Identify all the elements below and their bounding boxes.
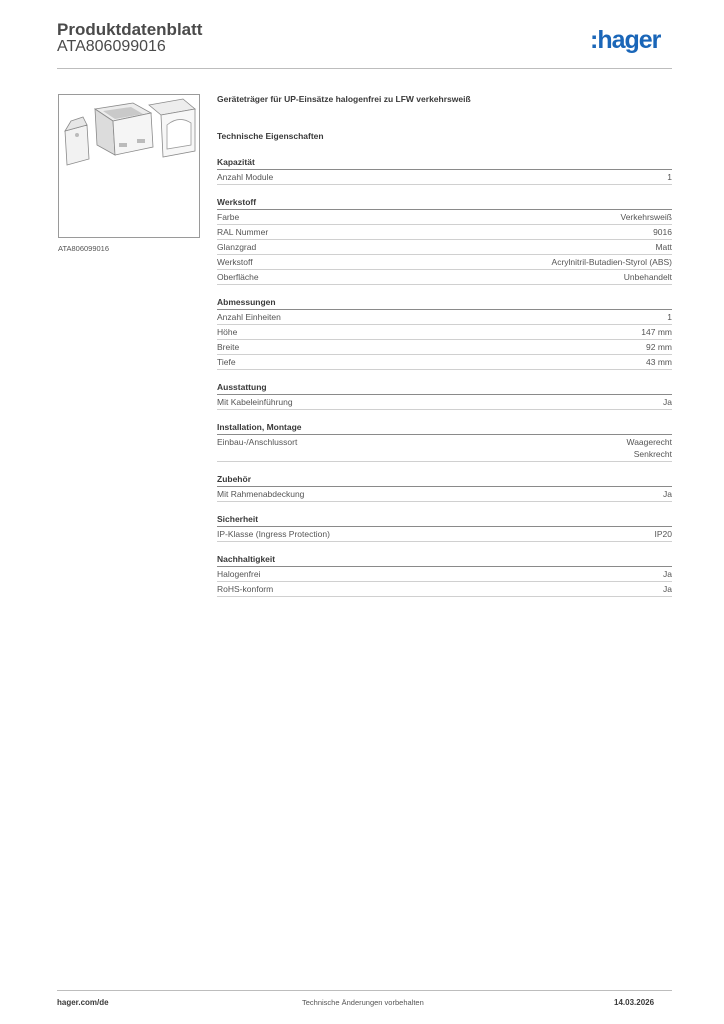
property-label: Tiefe [217,357,236,367]
property-value [663,396,672,408]
property-value-line: 1 [667,312,672,322]
property-row [217,270,672,285]
property-label: Farbe [217,212,240,222]
property-value-line: Ja [663,397,672,407]
property-row [217,170,672,185]
product-title: Geräteträger für UP-Einsätze halogenfrei zu LFW verkehrsweiß [217,94,471,104]
property-row [217,527,672,542]
property-section [217,421,672,462]
property-section [217,156,672,185]
property-label: Mit Kabeleinführung [217,397,293,407]
property-value-line: Verkehrsweiß [620,212,672,222]
page-title: Produktdatenblatt [57,20,203,39]
property-label: Höhe [217,327,238,337]
property-row [217,310,672,325]
property-section [217,296,672,370]
property-section [217,553,672,597]
section-heading: Sicherheit [217,513,672,527]
property-value [655,241,672,253]
property-row [217,395,672,410]
property-value [653,226,672,238]
property-label: Oberfläche [217,272,259,282]
section-heading: Werkstoff [217,196,672,210]
property-value-line: Ja [663,584,672,594]
property-label: Breite [217,342,240,352]
product-drawing [59,95,199,237]
property-value [663,583,672,595]
properties-sections [217,156,672,597]
property-value-line: IP20 [654,529,672,539]
technical-properties-heading: Technische Eigenschaften [217,131,324,141]
property-label: IP-Klasse (Ingress Protection) [217,529,330,539]
property-value-line: Unbehandelt [623,272,672,282]
product-image-caption: ATA806099016 [58,244,110,253]
property-value [646,356,672,368]
section-heading: Abmessungen [217,296,672,310]
property-value-line: 147 mm [641,327,672,337]
hager-logo [590,28,674,54]
property-row [217,255,672,270]
property-value-line: Senkrecht [633,449,672,459]
property-value [663,488,672,500]
property-row [217,487,672,502]
property-row [217,355,672,370]
property-label: RAL Nummer [217,227,269,237]
property-value-line: Acrylnitril-Butadien-Styrol (ABS) [551,257,672,267]
property-row [217,340,672,355]
product-details [217,94,672,608]
footer-note: Technische Änderungen vorbehalten [302,998,424,1007]
property-value-line: Ja [663,489,672,499]
footer-divider [57,990,672,991]
property-section [217,196,672,285]
property-label: Einbau-/Anschlussort [217,437,298,447]
section-heading: Nachhaltigkeit [217,553,672,567]
property-row [217,240,672,255]
product-image [58,94,200,238]
property-value [667,311,672,323]
property-value-line: Matt [655,242,672,252]
hager-logo-text: :hager [590,28,661,54]
property-section [217,473,672,502]
property-row [217,567,672,582]
property-label: Mit Rahmenabdeckung [217,489,305,499]
property-value [646,341,672,353]
footer-date: 14.03.2026 [614,998,655,1007]
section-heading: Kapazität [217,156,672,170]
property-value-line: 1 [667,172,672,182]
property-value-line: Ja [663,569,672,579]
property-section [217,381,672,410]
footer-website: hager.com/de [57,998,109,1007]
property-label: Glanzgrad [217,242,257,252]
property-value [641,326,672,338]
property-value [626,436,672,460]
property-value-line: 92 mm [646,342,672,352]
property-row [217,435,672,462]
property-row [217,210,672,225]
property-row [217,325,672,340]
property-value [621,211,673,223]
section-heading: Zubehör [217,473,672,487]
property-section [217,513,672,542]
property-value-line: 9016 [653,227,672,237]
property-value [655,528,673,540]
header-divider [57,68,672,69]
section-heading: Ausstattung [217,381,672,395]
property-label: RoHS-konform [217,584,274,594]
property-value [624,271,672,283]
property-label: Werkstoff [217,257,253,267]
property-value [663,568,672,580]
property-value [667,171,672,183]
property-value-line: 43 mm [646,357,672,367]
property-value-line: Waagerecht [626,437,672,447]
property-label: Anzahl Module [217,172,274,182]
article-number: ATA806099016 [57,38,166,55]
property-value [552,256,672,268]
section-heading: Installation, Montage [217,421,672,435]
property-label: Anzahl Einheiten [217,312,281,322]
property-row [217,225,672,240]
property-row [217,582,672,597]
property-label: Halogenfrei [217,569,261,579]
